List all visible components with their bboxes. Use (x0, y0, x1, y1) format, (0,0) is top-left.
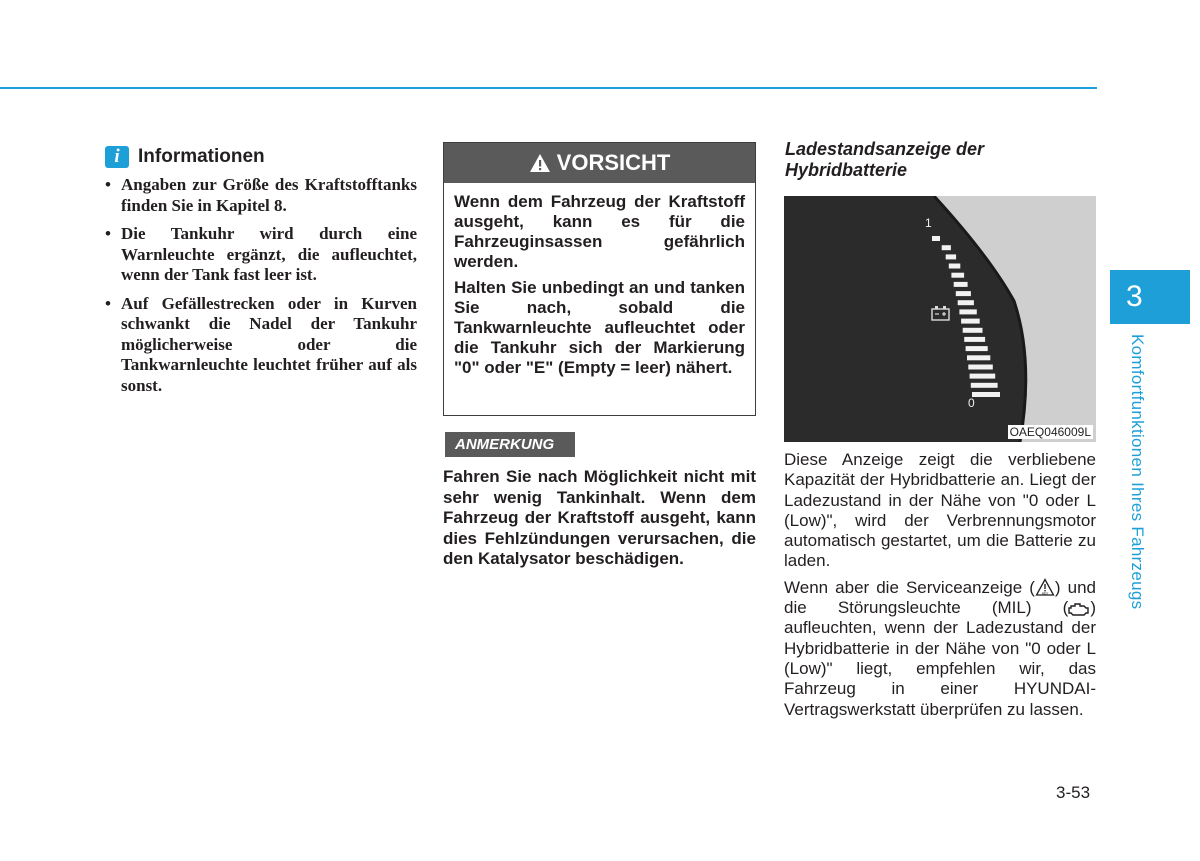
section-title: Ladestandsanzeige der Hybridbatterie (785, 139, 985, 180)
caution-paragraph: Halten Sie unbedingt an und tanken Sie nach, sobald die Tankwarnleuchte aufleuchtet oder die Tankuhr sich der Markierung "0" oder "E" (Empty = leer) nähert. (454, 278, 745, 377)
header-rule (0, 87, 1097, 89)
gauge-bar (932, 236, 940, 241)
info-bullet-list (105, 175, 417, 396)
chapter-tab: 3 (1110, 270, 1190, 324)
gauge-bar (964, 337, 985, 342)
caution-body (444, 183, 755, 378)
gauge-bar (942, 245, 951, 250)
gauge-bar (967, 355, 990, 360)
info-title: Informationen (138, 146, 265, 167)
warning-triangle-icon (529, 153, 551, 173)
info-bullet: • Angaben zur Größe des Kraftstofftanks finden Sie in Kapitel 8. (105, 175, 417, 216)
battery-description (784, 450, 1096, 726)
caution-paragraph: Wenn dem Fahrzeug der Kraftstoff ausgeht, kann es für die Fahrzeuginsassen gefährlich werden. (454, 192, 745, 271)
gauge-bar (956, 291, 971, 296)
page-number: 3-53 (1056, 783, 1091, 802)
gauge-bar (959, 309, 976, 314)
gauge-bar (971, 383, 998, 388)
info-bullet: • Die Tankuhr wird durch eine Warnleuchte ergänzt, die aufleuchtet, wenn der Tank fast leer ist. (105, 224, 417, 286)
gauge-bar (951, 273, 964, 278)
gauge-bar (946, 254, 956, 259)
battery-icon (932, 306, 949, 320)
info-heading (105, 145, 417, 169)
chapter-title: Komfortfunktionen Ihres Fahrzeugs (1128, 334, 1147, 610)
battery-paragraph-1: Diese Anzeige zeigt die verbliebene Kapazität der Hybridbatterie an. Liegt der Ladezustand in der Nähe von "0 oder L (Low)", wird der Verbrennungsmotor automatisch gestartet, um die Batterie zu laden. (784, 450, 1096, 571)
gauge-bar (954, 282, 968, 287)
info-section (105, 145, 417, 404)
service-warning-icon (1035, 578, 1055, 597)
caution-header (444, 143, 755, 183)
note-text: Fahren Sie nach Möglichkeit nicht mit sehr wenig Tankinhalt. Wenn dem Fahrzeug der Kraftstoff ausgeht, kann dies Fehlzündungen verursachen, die den Katalysator beschädigen. (443, 467, 756, 568)
caution-box (443, 142, 756, 416)
gauge-min-label: 0 (968, 396, 975, 410)
gauge-bar (968, 365, 993, 370)
check-engine-icon (1068, 602, 1090, 617)
gauge-bar (966, 346, 988, 351)
info-bullet: • Auf Gefällestrecken oder in Kurven schwankt die Nadel der Tankuhr möglicherweise oder die Tankwarnleuchte leuchtet früher auf als sonst. (105, 294, 417, 397)
battery-text-part: ) aufleuchten, wenn der Ladezustand der Hybridbatterie in der Nähe von "0 oder L (Low)" liegt, empfehlen wir, das Fahrzeug in einer HYUNDAI-Vertragswerkstatt überprüfen zu lassen. (784, 598, 1096, 719)
gauge-bar (958, 300, 974, 305)
gauge-bar (963, 328, 983, 333)
note-label: ANMERKUNG (445, 432, 575, 457)
info-icon: i (105, 146, 129, 168)
battery-gauge (784, 196, 1096, 442)
battery-gauge-figure (784, 196, 1096, 442)
caution-title: VORSICHT (556, 150, 671, 175)
service-icon-text: HEV (1041, 591, 1049, 596)
gauge-max-label: 1 (925, 216, 932, 230)
gauge-bar (972, 392, 1000, 397)
gauge-bar (961, 319, 980, 324)
battery-text-part: ) und die Störungsleuchte (MIL) ( (784, 577, 1096, 618)
gauge-bar (970, 374, 996, 379)
image-code: OAEQ046009L (1009, 425, 1091, 439)
battery-text-part: Wenn aber die Serviceanzeige ( (784, 577, 1035, 597)
gauge-bar (949, 264, 961, 269)
battery-paragraph-2 (784, 578, 1096, 720)
